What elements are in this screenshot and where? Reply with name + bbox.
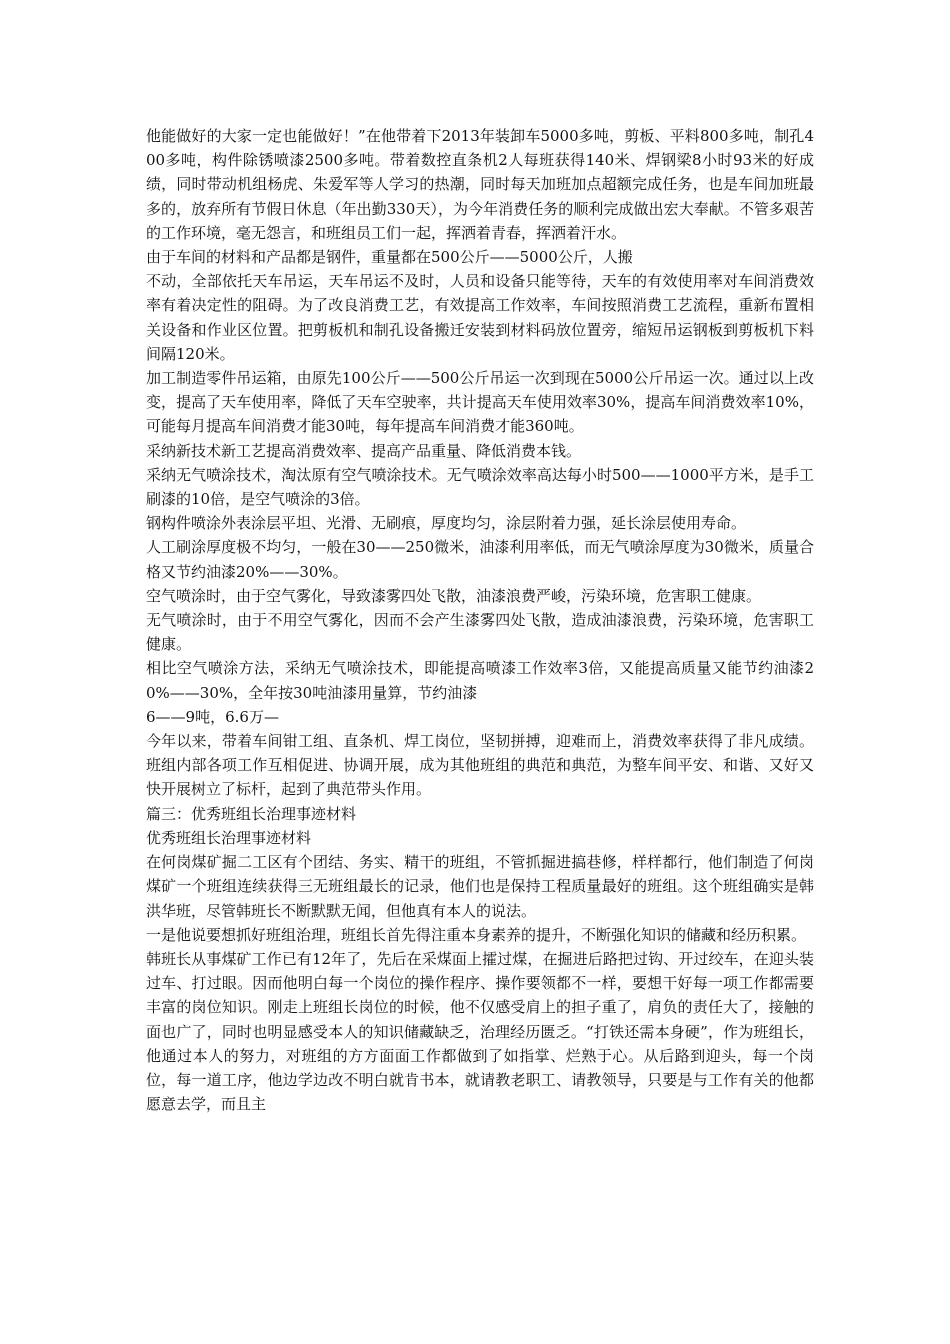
paragraph: 韩班长从事煤矿工作已有12年了，先后在采煤面上攉过煤，在掘进后路把过钩、开过绞车，在迎头装过车、打过眼。因而他明白每一个岗位的操作程序、操作要领都不一样，要想干好每一项工作都需要丰富的岗位知识。刚走上班组长岗位的时候，他不仅感受肩上的担子重了，肩负的责任大了，接触的面也广了，同时也明显感受本人的知识储藏缺乏，治理经历匮乏。“打铁还需本身硬”，作为班组长，他通过本人的努力，对班组的方方面面工作都做到了如指掌、烂熟于心。从后路到迎头，每一个岗位，每一道工序，他边学边改不明白就肯书本，就请教老职工、请教领导，只要是与工作有关的他都愿意去学，而且主 <box>146 949 814 1114</box>
section-title: 优秀班组长治理事迹材料 <box>146 828 312 847</box>
paragraph: 在何岗煤矿掘二工区有个团结、务实、精干的班组，不管抓掘进搞巷修，样样都行，他们制造了何岗煤矿一个班组连续获得三无班组最长的记录，他们也是保持工程质量最好的班组。这个班组确实是韩洪华班，尽管韩班长不断默默无闻，但他真有本人的说法。 <box>146 853 814 920</box>
paragraph: 空气喷涂时，由于空气雾化，导致漆雾四处飞散，油漆浪费严峻，污染环境，危害职工健康。 <box>146 586 762 605</box>
paragraph: 人工刷涂厚度极不均匀，一般在30——250微米，油漆利用率低，而无气喷涂厚度为30微米，质量合格又节约油漆20%——30%。 <box>146 538 814 581</box>
paragraph: 钢构件喷涂外表涂层平坦、光滑、无刷痕，厚度均匀，涂层附着力强，延长涂层使用寿命。 <box>146 514 747 533</box>
paragraph: 加工制造零件吊运箱，由原先100公斤——500公斤吊运一次到现在5000公斤吊运一次。通过以上改变，提高了天车使用率，降低了天车空驶率，共计提高天车使用效率30%，提高车间消费效率10%，可能每月提高车间消费才能30吨，每年提高车间消费才能360吨。 <box>146 369 814 436</box>
paragraph: 无气喷涂时，由于不用空气雾化，因而不会产生漆雾四处飞散，造成油漆浪费，污染环境，危害职工健康。 <box>146 611 814 654</box>
document-body <box>146 124 814 1116</box>
paragraph: 相比空气喷涂方法，采纳无气喷涂技术，即能提高喷漆工作效率3倍，又能提高质量又能节约油漆20%——30%，全年按30吨油漆用量算，节约油漆 <box>146 659 814 702</box>
section-heading: 篇三：优秀班组长治理事迹材料 <box>146 804 357 823</box>
paragraph: 一是他说要想抓好班组治理，班组长首先得注重本身素养的提升，不断强化知识的储藏和经历积累。 <box>146 925 807 944</box>
paragraph: 采纳无气喷涂技术，淘汰原有空气喷涂技术。无气喷涂效率高达每小时500——1000平方米，是手工刷漆的10倍，是空气喷涂的3倍。 <box>146 465 814 509</box>
paragraph: 他能做好的大家一定也能做好！”在他带着下2013年装卸车5000多吨，剪板、平料800多吨，制孔400多吨，构件除锈喷漆2500多吨。带着数控直条机2人每班获得140米、焊钢梁8小时93米的好成绩，同时带动机组杨虎、朱爱军等人学习的热潮，同时每天加班加点超额完成任务，也是车间加班最多的，放弃所有节假日休息（年出勤330天），为今年消费任务的顺利完成做出宏大奉献。不管多艰苦的工作环境，毫无怨言，和班组员工们一起，挥洒着青春，挥洒着汗水。 <box>146 127 814 242</box>
paragraph: 6——9吨，6.6万— <box>146 707 279 726</box>
paragraph: 由于车间的材料和产品都是钢件，重量都在500公斤——5000公斤，人搬 <box>146 248 633 267</box>
paragraph: 不动，全部依托天车吊运，天车吊运不及时，人员和设备只能等待，天车的有效使用率对车间消费效率有着决定性的阻碍。为了改良消费工艺，有效提高工作效率，车间按照消费工艺流程，重新布置相关设备和作业区位置。把剪板机和制孔设备搬迁安装到材料码放位置旁，缩短吊运钢板到剪板机下料间隔120米。 <box>146 272 814 363</box>
paragraph: 采纳新技术新工艺提高消费效率、提高产品重量、降低消费本钱。 <box>146 441 582 460</box>
paragraph: 今年以来，带着车间钳工组、直条机、焊工岗位，坚韧拼搏，迎难而上，消费效率获得了非凡成绩。班组内部各项工作互相促进、协调开展，成为其他班组的典范和典范，为整车间平安、和谐、又好又快开展树立了标杆，起到了典范带头作用。 <box>146 732 814 799</box>
